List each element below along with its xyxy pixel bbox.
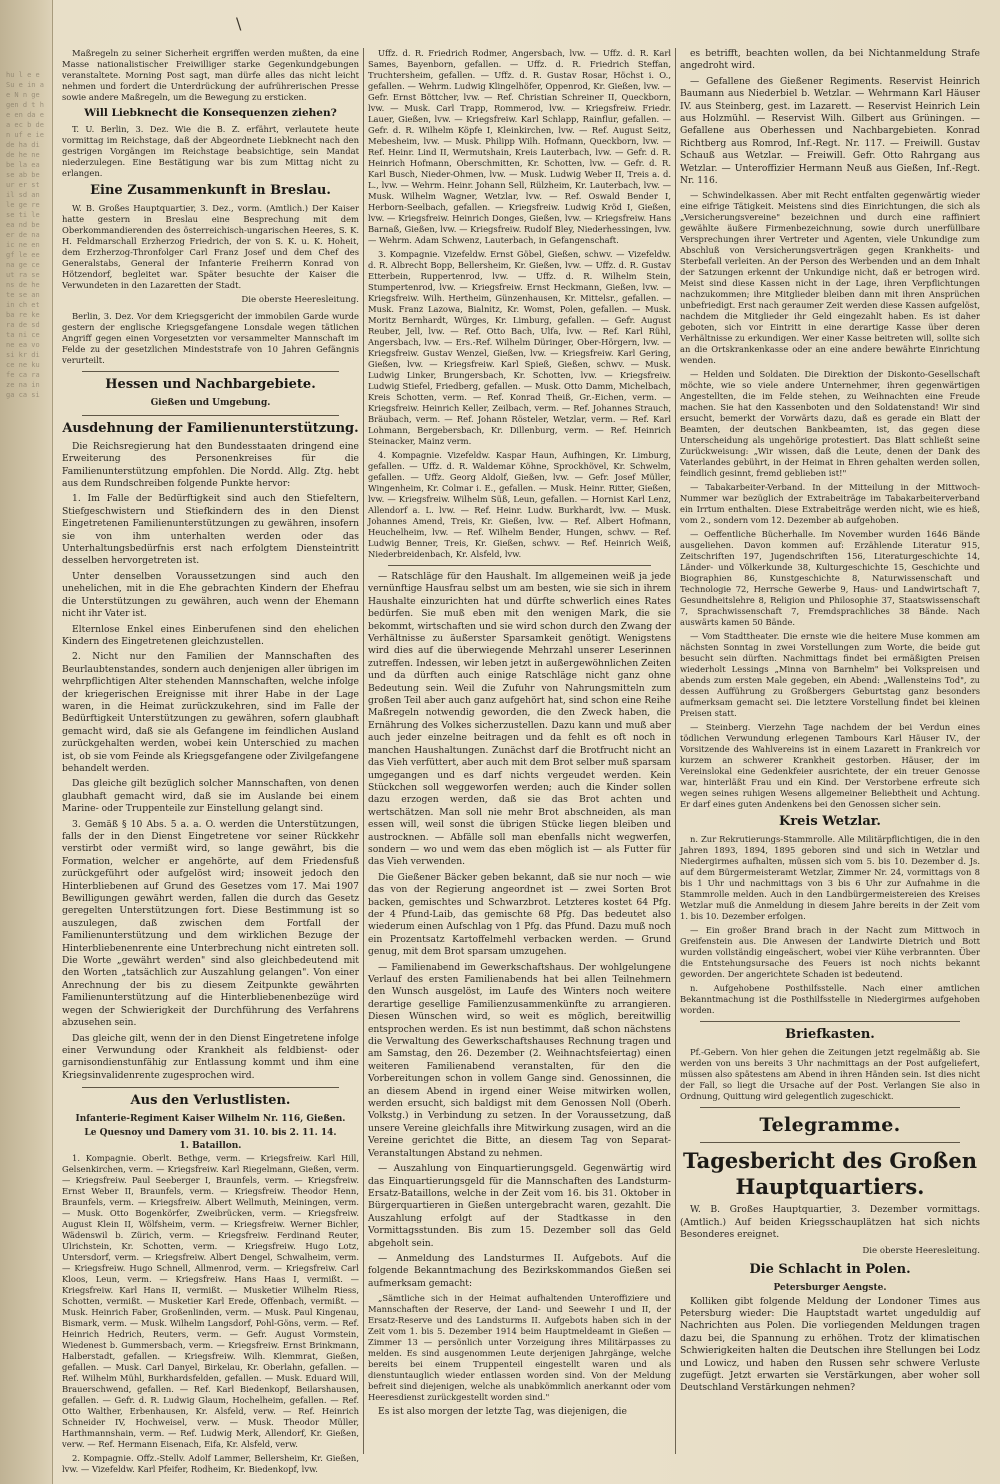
section-divider: [388, 565, 651, 566]
subheadline-petersburg: Petersburger Aengste.: [773, 1283, 887, 1294]
paragraph: Unter denselben Voraussetzungen sind auch den unehelichen, mit in die Ehe gebrachten Kindern der Ehefrau die Unterstützungen zu gewähren, auch wenn der Ehemann nicht ihr Vater ist.: [62, 570, 359, 620]
article-helden: — Helden und Soldaten. Die Direktion der Diskonto-Gesellschaft möchte, wie so viele andere Unternehmer, ihren gegenwärtigen Angestellten, die im Felde stehen, zu Weihnachten eine Freude machen. Sie hat den Kassenboten und den Soldatenstand! Wir sind ersucht, bemerkt der Vorwärts dazu, daß es gerade ein Blatt der Beamten, der deutschen Bankbeamten, ist, das gegen diese Unterscheidung als ungehörige protestiert. Das Blatt schließt seine Zurückweisung: „Wir wissen, daß die Leute, denen der Dank des Vaterlandes gebührt, in der Heimat in Ehren gehalten werden sollen, feindlich gesinnt, fremd geblieben ist!": [680, 369, 980, 479]
paragraph: Die Reichsregierung hat den Bundesstaaten dringend eine Erweiterung des Personenkreises für die Familienunterstützung empfohlen. Die Nordd. Allg. Ztg. hebt aus dem Rundschreiben folgende Punkte hervor:: [62, 440, 359, 490]
paragraph: Elternlose Enkel eines Einberufenen sind den ehelichen Kindern des Eingetretenen gleichzustellen.: [62, 623, 359, 647]
article-brand: — Ein großer Brand brach in der Nacht zum Mittwoch in Greifenstein aus. Die Anwesen der Landwirte Dietrich und Bott wurden vollständig eingeäschert, wobei vier Kühe verbrannten. Über die Entstehungsursache des Feuers ist noch nichts bekannt geworden. Der angerichtete Schaden ist bedeutend.: [680, 925, 980, 980]
headline-kreis-wetzlar: Kreis Wetzlar.: [779, 814, 881, 830]
signature-heeresleitung: Die oberste Heeresleitung.: [862, 1245, 980, 1256]
headline-briefkasten: Briefkasten.: [785, 1027, 875, 1043]
section-divider: [700, 1107, 960, 1108]
paragraph: 3. Gemäß § 10 Abs. 5 a. a. O. werden die Unterstützungen, falls der in den Dienst Eingetretene vor seiner Rückkehr verstirbt oder vermißt wird, so lange gewährt, bis die Formation, welcher er angehörte, auf dem Friedensfuß zurückgeführt oder aufgelöst wird; insoweit jedoch den Hinterbliebenen auf Grund des Gesetzes vom 17. Mai 1907 Bewilligungen gewährt werden, fallen die durch das Gesetz geregelten Unterstützungen fort. Diese Bestimmung ist so auszulegen, daß zwischen dem Fortfall der Familienunterstützung und dem wirklichen Bezuge der Hinterbliebenenrente eine Unterbrechung nicht eintreten soll. Die Worte „gewährt werden" sind also gleichbedeutend mit den Worten „tatsächlich zur Auszahlung gelangen". Von einer Anrechnung der bis zu diesem Zeitpunkte gewährten Familienunterstützung auf die Hinterbliebenenbezüge wird wegen der Schwierigkeit der Durchführung des Verfahrens abzusehen sein.: [62, 818, 359, 1029]
article-stadttheater: — Vom Stadttheater. Die ernste wie die heitere Muse kommen am nächsten Sonntag in zwei Vorstellungen zum Worte, die beide gut besucht sein dürften. Nachmittags findet bei ermäßigten Preisen wiederholt Lessings „Minna von Barnhelm" bei Volkspreisen und abends zum ersten Male gegeben, ein Abend: „Wallensteins Tod", zu dessen Aufführung zu Großbergers Geburtstag ganz besonders aufmerksam gemacht sei. Die letztere Vorstellung findet bei kleinen Preisen statt.: [680, 631, 980, 719]
paragraph: 2. Nicht nur den Familien der Mannschaften des Beurlaubtenstandes, sondern auch denjenigen aller übrigen im wehrpflichtigen Alter stehenden Mannschaften, welche infolge der kriegerischen Ereignisse mit ihrer Habe in der Lage waren, in die Heimat zurückzukehren, sind im Falle der Bedürftigkeit Unterstützungen zu gewähren, sofern glaubhaft gemacht wird, daß sie als Gefangene im feindlichen Ausland zurückgehalten werden, wobei kein Unterschied zu machen ist, ob sie vom Feinde als Kriegsgefangene oder Zivilgefangene behandelt werden.: [62, 651, 359, 774]
corner-mark: \: [236, 14, 242, 33]
article-steinberg: — Steinberg. Vierzehn Tage nachdem der bei Verdun eines tödlichen Verwundung erlegenen Tambours Karl Häuser IV., der Vorsitzende des Wahlvereins ist in einem Lazarett in Frankreich vor kurzem an schwerer Krankheit gestorben. Häuser, der im Vereinslokal eine Gedenkfeier ausrichtete, der ein treuer Genosse war, hinterläßt Frau und ein Kind. Der Verstorbene erfreute sich wegen seines ruhigen Wesens allgemeiner Beliebtheit und Achtung. Er darf eines guten Andenkens bei den Genossen sicher sein.: [680, 722, 980, 810]
headline-breslau: Eine Zusammenkunft in Breslau.: [90, 183, 331, 198]
casualty-list: 3. Kompagnie. Vizefeldw. Ernst Göbel, Gießen, schwv. — Vizefeldw. d. R. Albrecht Bopp, Bellersheim, Kr. Gießen, lvw. — Uffz. d. R. Gustav Etterbein, Ruppertenrod, lvw. — Uffz. d. R. Wilhelm Stein, Stumpertenrod, lvw. — Kriegsfreiw. Ernst Heckmann, Gießen, lvw. — Kriegsfreiw. Wilh. Hertheim, Günzenhausen, Kr. Mittelsr., gefallen. — Musk. Franz Lazowa, Bialnitz, Kr. Womst, Polen, gefallen. — Musk. Moritz Bernhardt, Würges, Kr. Limburg, gefallen. — Gefr. August Reuber, Jell, lvw. — Ref. Otto Bach, Ulfa, lvw. — Ref. Karl Rühl, Angersbach, lvw. — Ers.-Ref. Wilhelm Düringer, Ober-Hörgern, lvw. — Kriegsfreiw. Gustav Wenzel, Gießen, lvw. — Kriegsfreiw. Karl Gering, Gießen, lvw. — Kriegsfreiw. Karl Spieß, Gießen, schwv. — Musk. Ludwig Linker, Brungersbach, Kr. Schotten, lvw. — Kriegsfreiw. Ludwig Stiefel, Friedberg, gefallen. — Musk. Otto Damm, Michelbach, Kreis Schotten, verm. — Ref. Konrad Theiß, Gr.-Eichen, verm. — Kriegsfreiw. Heinrich Keller, Zeilbach, verm. — Ref. Johannes Strauch, Bräubach, verm. — Ref. Johann Rösteler, Wetzlar, verm. — Ref. Karl Lohmann, Bergebersbach, Kr. Dillenburg, verm. — Ref. Heinrich Steinacker, Mainz verm.: [368, 249, 671, 446]
section-divider: [82, 415, 339, 416]
headline-liebknecht: Will Liebknecht die Konsequenzen ziehen?: [84, 107, 337, 119]
article-polen: Kolliken gibt folgende Meldung der Londoner Times aus Petersburg wieder: Die Hauptstadt wartet ungeduldig auf Nachrichten aus Polen. Die vorliegenden Meldungen tragen dazu bei, die Spannung zu erhöhen. Trotz der klimatischen Schwierigkeiten halten die Deutschen ihre Stellungen bei Lodz und Lowicz, und haben den Russen sehr schwere Verluste zugefügt. Jetzt erwarten sie Verstärkungen, aber woher soll Deutschland Verstärkungen nehmen?: [680, 1295, 980, 1394]
section-divider: [82, 371, 339, 372]
casualty-list: Uffz. d. R. Friedrich Rodmer, Angersbach, lvw. — Uffz. d. R. Karl Sames, Bayenborn, gefallen. — Uffz. d. R. Friedrich Steffan, Truchtersheim, gefallen. — Uffz. d. R. Gustav Rosar, Höchst i. O., gefallen. — Wehrm. Ludwig Klingelhöfer, Oppenrod, Kr. Gießen, lvw. — Gefr. Ernst Böttcher, lvw. — Ref. Christian Schreiner II, Queckborn, lvw. — Musk. Carl Trapp, Rommerod, lvw. — Kriegsfreiw. Friedr. Lauer, Gießen, lvw. — Kriegsfreiw. Karl Schlapp, Rainflur, gefallen. — Gefr. d. R. Wilhelm Köpfe I, Kleinkirchen, lvw. — Ref. August Seitz, Mebesheim, lvw. — Musk. Philipp Wilh. Hofmann, Queckborn, lvw. — Ref. Heinr. Lind II, Wermutshain, Kreis Lauterbach, lvw. — Gefr. d. R. Heinrich Hofmann, Oberschmitten, Kr. Schotten, lvw. — Gefr. d. R. Karl Busch, Nieder-Ohmen, lvw. — Musk. Ludwig Weber II, Treis a. d. L., lvw. — Wehrm. Heinr. Johann Sell, Rülzheim, Kr. Lauterbach, lvw. — Musk. Wilhelm Wagner, Wetzlar, lvw. — Ref. Oswald Bender I, Herborn-Seelbach, gefallen. — Kriegsfreiw. Ludwig Kröd I, Gießen, lvw. — Kriegsfreiw. Heinrich Donges, Gießen, lvw. — Kriegsfreiw. Hans Barnaß, Gießen, lvw. — Kriegsfreiw. Rudolf Bley, Niederhessingen, lvw. — Wehrm. Adam Schwenz, Lauterbach, in Gefangenschaft.: [368, 48, 671, 245]
battalion-title: 1. Bataillon.: [179, 1140, 242, 1151]
casualty-list: 2. Kompagnie. Offz.-Stellv. Adolf Lammer, Bellersheim, Kr. Gießen, lvw. — Vizefeldw. Karl Pfeifer, Rodheim, Kr. Biedenkopf, lvw.: [62, 1453, 359, 1475]
article-landsturm-quote: „Sämtliche sich in der Heimat aufhaltenden Unteroffiziere und Mannschaften der Reserve, der Land- und Seewehr I und II, der Ersatz-Reserve und des Landsturms II. Aufgebots haben sich in der Zeit vom 1. bis 5. Dezember 1914 beim Hauptmeldeamt in Gießen — Zimmer 13 — persönlich unter Vorzeigung ihres Militärpasses zu melden. Es sind ausgenommen Leute derjenigen Jahrgänge, welche bereits bei einem Truppenteil eingestellt waren und als dienstuntauglich wieder entlassen worden sind. Von der Meldung befreit sind diejenigen, welche als unabkömmlich anerkannt oder vom Heeresdienst zurückgestellt worden sind.": [368, 1293, 671, 1403]
headline-verlustlisten: Aus den Verlustlisten.: [130, 1093, 291, 1109]
intro-paragraph: Maßregeln zu seiner Sicherheit ergriffen werden mußten, da eine Masse nationalistischer Freiwilliger starke Gegenkundgebungen veranstaltete. Morning Post sagt, man dürfe alles das nicht leicht nehmen und fordert die Unterdrückung der aufrührerischen Presse sowie andere Maßregeln, um die Bewegung zu ersticken.: [62, 48, 359, 102]
article-familienabend: — Familienabend im Gewerkschaftshaus. Der wohlgelungene Verlauf des ersten Familienabends hat bei allen Teilnehmern den Wunsch ausgelöst, im Laufe des Winters noch weitere derartige gesellige Familienzusammenkünfte zu arrangieren. Diesen Wünschen wird, so weit es möglich, bereitwillig entsprochen werden. Es ist nun bestimmt, daß schon nächstens die Verwaltung des Gewerkschaftshauses Rechnung tragen und am Samstag, den 26. Dezember (2. Weihnachtsfeiertag) einen weiteren Familienabend veranstalten, für den die Vorbereitungen schon in vollem Gange sind. Genossinnen, die an diesem Abend in irgend einer Weise mitwirken wollen, werden ersucht, sich baldigst mit dem Genossen Noll (Oberh. Volkstg.) in Verbindung zu setzen. In der Voraussetzung, daß unsere Vereine gleichfalls ihre Mitwirkung zusagen, wird an die Vereine gerichtet die Bitte, an diesem Tag von Separat-Veranstaltungen Abstand zu nehmen.: [368, 961, 671, 1159]
headline-familienunterstuetzung: Ausdehnung der Familienunterstützung.: [62, 420, 359, 436]
article-baecker: Die Gießener Bäcker geben bekannt, daß sie nur noch — wie das von der Regierung angeordnet ist — zwei Sorten Brot backen, gemischtes und Schwarzbrot. Letzteres kostet 64 Pfg. der 4 Pfund-Laib, das gemischte 68 Pfg. Das bedeutet also wiederum einen Aufschlag von 1 Pfg. das Pfund. Dazu muß noch ein Prozentsatz Kartoffelmehl verbacken werden. — Grund genug, mit dem Brot sparsam umzugehen.: [368, 871, 671, 958]
section-divider: [700, 1142, 960, 1143]
article-briefkasten: Pf.-Gebern. Von hier gehen die Zeitungen jetzt regelmäßig ab. Sie werden von uns bereits 3 Uhr nachmittags an der Post aufgeliefert, müssen also spätestens am Abend in ihren Händen sein. Ist dies nicht der Fall, so liegt die Ursache auf der Post. Verlangen Sie also in Ordnung, Quittung wird gelegentlich zugeschickt.: [680, 1047, 980, 1102]
article-schwindelkassen: — Schwindelkassen. Aber mit Recht entfalten gegenwärtig wieder eine eifrige Tätigkeit. Meistens sind dies Einrichtungen, die sich als „Versicherungsvereine" bezeichnen und durch eine raffiniert gewählte äußere Firmenbezeichnung, sowie durch unerfüllbare Versprechungen ihrer Vertreter und Agenten, viele Unkundige zum Abschluß von Versicherungsverträgen gegen Krankheits- und Sterbefall verleiten. An der Person des Werbenden und an dem Inhalt der Satzungen erkennt der Unkundige nicht, daß er betrogen wird. Meist sind diese Kassen nicht in der Lage, ihren Verpflichtungen nachzukommen; ihre Mitglieder bleiben dann mit ihren Ansprüchen unbefriedigt. Erst nach geraumer Zeit werden diese Kassen aufgelöst, nachdem die Mitglieder ihr Geld eingezahlt haben. Es ist daher geboten, sich vor Eintritt in eine derartige Kasse über deren Verhältnisse zu erkundigen. Wer einer Kasse beitreten will, sollte sich an die Ortskrankenkasse oder an eine andere bewährte Einrichtung wenden.: [680, 190, 980, 366]
paragraph: Das gleiche gilt bezüglich solcher Mannschaften, von denen glaubhaft gemacht wird, daß sie im Auslande bei einem Marine- oder Truppenteile zur Einstellung gelangt sind.: [62, 778, 359, 815]
article-buecherhalle: — Oeffentliche Bücherhalle. Im November wurden 1646 Bände ausgeliehen. Davon kommen auf: Erzählende Literatur 915, Zeitschriften 197, Jugendschriften 156, Literaturgeschichte 14, Länder- und Völkerkunde 38, Kulturgeschichte 15, Geschichte und Biographien 86, Kunstgeschichte 8, Naturwissenschaft und Technologie 72, Herrsche Gewerbe 9, Haus- und Landwirtschaft 7, Gesundheitslehre 8, Religion und Philosophie 37, Staatswissenschaft 7, Sprachwissenschaft 7, Fremdsprachliches 38 Bände. Nach auswärts kamen 50 Bände.: [680, 529, 980, 628]
column-1: [62, 48, 359, 1475]
paragraph: es betrifft, beachten wollen, da bei Nichtanmeldung Strafe angedroht wird.: [680, 48, 980, 72]
headline-tagesbericht: Tagesbericht des Großen Hauptquartiers.: [682, 1148, 977, 1200]
article-breslau: W. B. Großes Hauptquartier, 3. Dez., vorm. (Amtlich.) Der Kaiser hatte gestern in Breslau eine Besprechung mit dem Oberkommandierenden des österreichisch-ungarischen Heeres, S. K. H. Feldmarschall Erzherzog Friedrich, der von S. K. u. K. Hoheit, dem Erzherzog-Thronfolger Carl Franz Josef und dem Chef des Generalstabs, General der Infanterie Freiherrn Konrad von Hötzendorf, begleitet war. Später besuchte der Kaiser die Verwundeten in den Lazaretten der Stadt.: [62, 203, 359, 290]
section-divider: [700, 1021, 960, 1022]
paragraph: 1. Im Falle der Bedürftigkeit sind auch den Stiefeltern, Stiefgeschwistern und Stiefkindern des in den Dienst Eingetretenen Familienunterstützungen zu gewähren, insofern sie von ihm unterhalten werden oder das Unterhaltungsbedürfnis erst nach erfolgtem Diensteintritt desselben hervorgetreten ist.: [62, 493, 359, 567]
section-divider: [82, 1087, 339, 1088]
article-landsturm: — Anmeldung des Landsturmes II. Aufgebots. Auf die folgende Bekanntmachung des Bezirkskommandos Gießen sei aufmerksam gemacht:: [368, 1252, 671, 1289]
article-gefallene: — Gefallene des Gießener Regiments. Reservist Heinrich Baumann aus Niederbiel b. Wetzlar. — Wehrmann Karl Häuser IV. aus Steinberg, gest. im Lazarett. — Reservist Heinrich Lein aus Holzmühl. — Reservist Wilh. Gilbert aus Grüningen. — Gefallene aus Oberhessen und Nachbargebieten. Konrad Richtberg aus Romrod, Inf.-Regt. Nr. 117. — Freiwill. Gustav Schauß aus Wetzlar. — Freiwill. Gefr. Otto Rahrgang aus Wetzlar. — Unteroffizier Hermann Neuß aus Gießen, Inf.-Regt. Nr. 116.: [680, 75, 980, 187]
casualty-list: 1. Kompagnie. Oberlt. Bethge, verm. — Kriegsfreiw. Karl Hill, Gelsenkirchen, verm. — Kriegsfreiw. Karl Riegelmann, Gießen, verm. — Kriegsfreiw. Paul Seeberger I, Braunfels, verm. — Kriegsfreiw. Ernst Weber II, Braunfels, verm. — Kriegsfreiw. Theodor Henn, Braunfels, verm. — Kriegsfreiw. Albert Wellmuth, Meiningen, verm. — Musk. Otto Bogenkörfer, Zweibrücken, verm. — Kriegsfreiw. August Klein II, Wölfsheim, verm. — Kriegsfreiw. Werner Bichler, Wädenswil b. Zürich, verm. — Kriegsfreiw. Ferdinand Reuter, Ulrichstein, Kr. Schotten, verm. — Kriegsfreiw. Hugo Lotz, Untersdorf, verm. — Kriegsfreiw. Albert Dengel, Schwalheim, verm. — Kriegsfreiw. Hugo Schnell, Allmenrod, verm. — Kriegsfreiw. Carl Kloos, Leun, verm. — Kriegsfreiw. Hans Haas I, vermißt. — Kriegsfreiw. Karl Hans II, vermißt. — Musketier Wilhelm Riess, Schotten, vermißt. — Musketier Karl Erede, Offenbach, vermißt. — Musk. Heinrich Faber, Großenlinden, verm. — Musk. Paul Kingenau, Bismark, verm. — Musk. Wilhelm Langsdorf, Pohl-Göns, verm. — Ref. Heinrich Hedrich, Reuters, verm. — Gefr. August Vormstein, Wiedenest b. Gummersbach, verm. — Kriegsfreiw. Ernst Brinkmann, Halberstadt, gefallen. — Kriegsfreiw. Wilh. Klemmrat, Gießen, gefallen. — Musk. Carl Danyel, Birkelau, Kr. Oberlahn, gefallen. — Ref. Wilhelm Mühl, Burkhardsfelden, gefallen. — Musk. Eduard Will, Brauerschwend, gefallen. — Ref. Karl Biedenkopf, Beilarshausen, gefallen. — Gefr. d. R. Ludwig Glaum, Hochelheim, gefallen. — Ref. Otto Walther, Erbenhausen, Kr. Alsfeld, verw. — Ref. Heinrich Schneider IV, Hochweisel, verw. — Musk. Theodor Müller, Harthmannshain, verm. — Ref. Ludwig Merk, Allendorf, Kr. Gießen, verw. — Ref. Hermann Eisenach, Eifa, Kr. Alsfeld, verw.: [62, 1153, 359, 1450]
section-title-hessen: Hessen und Nachbargebiete.: [105, 377, 316, 393]
casualty-list: 4. Kompagnie. Vizefeldw. Kaspar Haun, Aufhingen, Kr. Limburg, gefallen. — Uffz. d. R. Waldemar Köhne, Sprockhövel, Kr. Schwelm, gefallen. — Uffz. Georg Aldolf, Gießen, lvw. — Gefr. Josef Müller, Wingenheim, Kr. Colmar i. E., gefallen. — Musk. Heinr. Ritter, Gießen, lvw. — Kriegsfreiw. Wilhelm Süß, Leun, gefallen. — Hornist Karl Lenz, Allendorf a. L. lvw. — Ref. Heinr. Ludw. Burkhardt, lvw. — Musk. Johannes Amend, Treis, Kr. Gießen, lvw. — Ref. Albert Hofmann, Heuchelheim, lvw. — Ref. Wilhelm Bender, Hungen, schwv. — Ref. Ludwig Benner, Treis, Kr. Gießen, schwv. — Ref. Heinrich Weiß, Niederbreidenbach, Kr. Alsfeld, lvw.: [368, 450, 671, 559]
column-2: [368, 48, 671, 1454]
article-tagesbericht: W. B. Großes Hauptquartier, 3. Dezember vormittags. (Amtlich.) Auf beiden Kriegsschauplätzen hat sich nichts Besonderes ereignet.: [680, 1204, 980, 1241]
article-rekrutierung: n. Zur Rekrutierungs-Stammrolle. Alle Militärpflichtigen, die in den Jahren 1893, 1894, 1895 geboren sind und sich in Wetzlar und Niedergirmes aufhalten, müssen sich vom 5. bis 10. Dezember d. Js. auf dem Bürgermeisteramt Wetzlar, Zimmer Nr. 24, vormittags von 8 bis 1 Uhr und nachmittags von 3 bis 6 Uhr zur Aufnahme in die Stammrolle melden. Auch in den Landbürgermeistereien des Kreises Wetzlar muß die Anmeldung in diesem Jahre bereits in der Zeit vom 1. bis 10. Dezember erfolgen.: [680, 834, 980, 922]
headline-schlacht-polen: Die Schlacht in Polen.: [749, 1262, 911, 1278]
article-liebknecht: T. U. Berlin, 3. Dez. Wie die B. Z. erfährt, verlautete heute vormittag im Reichstage, daß der Abgeordnete Liebknecht nach den gestrigen Vorgängen im Reichstage beabsichtige, sein Mandat niederzulegen. Eine Bestätigung war bis zum Mittag nicht zu erlangen.: [62, 124, 359, 178]
binding-bleed-text: hu l e e Su e in a e N n ge gen d t he en da ea ec b de n uf e ie de ha di de he ne be la ea se ab be ur er st il sd an le ge re se ti le ea nd be er de na ic ne en gf le ee na ge ce ut ra se ns de he te se an in ch et ba re ke ra de sd ta ni ce ne ea vo si kr di ce ne ku fe ca ra ze na in ga ca si: [6, 71, 44, 399]
regiment-title: Infanterie-Regiment Kaiser Wilhelm Nr. 116, Gießen.: [75, 1114, 346, 1125]
column-rule: [675, 48, 676, 1454]
signature-heeresleitung: Die oberste Heeresleitung.: [241, 295, 359, 305]
section-subtitle-giessen: Gießen und Umgebung.: [150, 398, 271, 409]
article-posthilfsstelle: n. Aufgehobene Posthilfsstelle. Nach einer amtlichen Bekanntmachung ist die Posthilfsstelle in Niedergirmes aufgehoben worden.: [680, 983, 980, 1016]
column-3: [680, 48, 980, 1454]
article-landsturm-end: Es ist also morgen der letzte Tag, was diejenigen, die: [378, 1406, 627, 1418]
regiment-dates: Le Quesnoy und Damery vom 31. 10. bis 2. 11. 14.: [84, 1127, 337, 1138]
headline-telegramme: Telegramme.: [759, 1114, 901, 1137]
article-einquartierung: — Auszahlung von Einquartierungsgeld. Gegenwärtig wird das Einquartierungsgeld für die Mannschaften des Landsturm-Ersatz-Bataillons, welche in der Zeit vom 16. bis 31. Oktober in Bürgerquartieren in Gießen untergebracht waren, gezahlt. Die Auszahlung erfolgt auf der Stadtkasse in den Vormittagsstunden. Bis zum 15. Dezember soll das Geld abgeholt sein.: [368, 1163, 671, 1249]
article-berlin: Berlin, 3. Dez. Vor dem Kriegsgericht der immobilen Garde wurde gestern der englische Kriegsgefangene Lonsdale wegen tätlichen Angriff gegen einen Vorgesetzten vor versammelter Mannschaft im Felde zu der gesetzlichen Mindeststrafe von 10 Jahren Gefängnis verurteilt.: [62, 311, 359, 366]
column-rule: [363, 48, 364, 1454]
article-ratschlaege: — Ratschläge für den Haushalt. Im allgemeinen weiß ja jede vernünftige Hausfrau selbst um am besten, wie sie sich in ihrem Haushalte einzurichten hat und dürfte schwerlich eines Rates bedürfen. Sie muß eben mit den wenigen Mark, die sie bekommt, wirtschaften und sie wird schon durch den Zwang der Verhältnisse zu äußerster Sparsamkeit genötigt. Wenigstens wird dies auf die überwiegende Mehrzahl unserer Leserinnen zutreffen. Indessen, wir leben jetzt in außergewöhnlichen Zeiten und da dürften auch einige Ratschläge nicht ganz ohne Bedeutung sein. Weil die Zufuhr von Nahrungsmitteln zum großen Teil aber auch ganz aufgehört hat, sind schon eine Reihe Maßregeln notwendig geworden, die den Zweck haben, die Ernährung des Volkes sicherzustellen. Dazu kann und muß aber auch jeder einzelne beitragen und da fehlt es oft noch in manchen Haushaltungen. Zunächst darf die Brotfrucht nicht an das Vieh verfüttert, aber auch mit dem Brot selber muß sparsam umgegangen und es darf nichts vergeudet werden. Kein Stückchen soll weggeworfen werden; auch die Kinder sollen dazu erzogen werden, daß sie das Brot achten und wertschätzen. Man soll nie mehr Brot abschneiden, als man essen will, weil sonst die übrigen Stücke liegen bleiben und austrocknen. — Abfälle soll man ebenfalls nicht wegwerfen, sondern — wo und wem das eben möglich ist — als Futter für das Vieh verwenden.: [368, 571, 671, 868]
binding-edge: [0, 0, 53, 1484]
article-tabakarbeiter: — Tabakarbeiter-Verband. In der Mitteilung in der Mittwoch-Nummer war bezüglich der Extrabeiträge im Tabakarbeiterverband ein Irrtum enthalten. Diese Extrabeiträge werden nicht, wie es hieß, vom 2., sondern vom 12. Dezember ab aufgehoben.: [680, 482, 980, 526]
paragraph: Das gleiche gilt, wenn der in den Dienst Eingetretene infolge einer Verwundung oder Krankheit als feldbienst- oder garnisondienstunfähig zur Entlassung kommt und ihm eine Kriegsinvalidenrente zugesprochen wird.: [62, 1032, 359, 1081]
